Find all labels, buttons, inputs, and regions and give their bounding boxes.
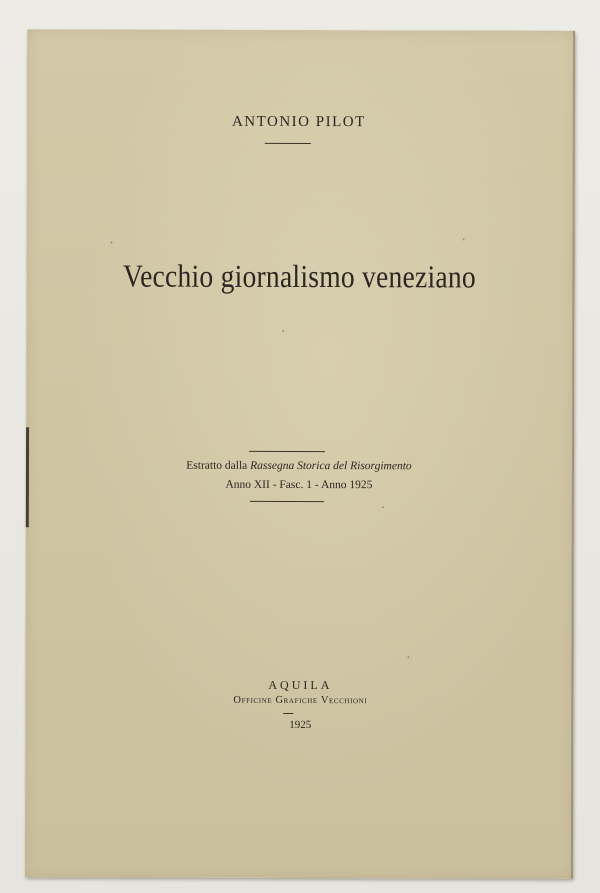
extract-source-line xyxy=(25,459,573,472)
cover-edge-shadow xyxy=(571,31,575,879)
paper-speck xyxy=(111,242,113,244)
extract-divider-top xyxy=(249,451,325,452)
imprint-city: AQUILA xyxy=(268,677,333,693)
paper-speck xyxy=(382,506,384,508)
author-name: ANTONIO PILOT xyxy=(231,113,366,131)
imprint-divider xyxy=(283,713,293,714)
paper-speck xyxy=(282,330,284,332)
author-divider xyxy=(265,143,311,144)
paper-speck xyxy=(407,656,409,658)
cover-title: Vecchio giornalismo veneziano xyxy=(122,257,476,295)
imprint-year: 1925 xyxy=(289,718,312,732)
paper-speck xyxy=(463,238,465,240)
binding-thread xyxy=(26,427,29,527)
extract-divider-bottom xyxy=(250,501,324,502)
journal-name: Rassegna Storica del Risorgimento xyxy=(250,459,412,473)
pamphlet-cover xyxy=(25,29,575,878)
imprint-publisher: Officine Grafiche Vecchioni xyxy=(233,694,368,707)
extract-prefix: Estratto dalla xyxy=(186,459,251,472)
extract-issue-line: Anno XII - Fasc. 1 - Anno 1925 xyxy=(225,478,373,492)
